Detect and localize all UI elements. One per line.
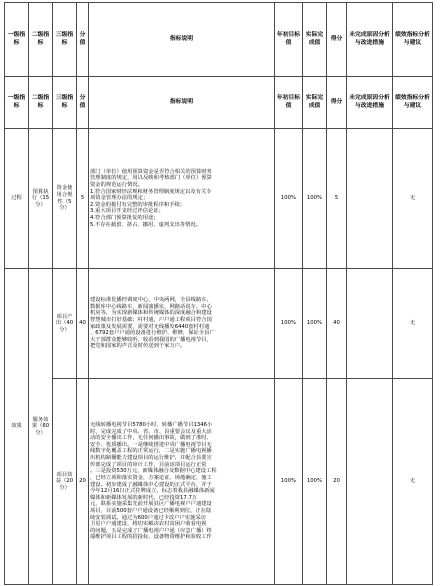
description-line: 续安装调试。通过为600户通过卡改户户实施采访 [90,514,207,521]
description-line: 时，完成完成了中央、省、市、县重要会议及重大活 [90,428,212,435]
header-score: 得分 [327,3,347,77]
description-line: 项资金管理办法的规定； [90,195,149,202]
header-row [5,3,433,77]
description-cell [89,379,275,585]
level2-cell: 服务效果（60分） [29,269,53,585]
performance-evaluation-table [4,2,433,585]
level3-cell: 资金使用合规性（5分） [53,129,77,269]
header-desc: 指标说明 [89,3,275,77]
header-suggest: 绩效指标分析与建议 [393,77,433,129]
description-line: 管理制度的规定，用以反映和考核部门（单位）预算 [90,175,212,182]
header-target: 年初目标值 [275,77,303,129]
description-line: 、6792套户户通的设备进行维护、维修，保证全县广 [90,330,215,337]
description-line: 智慧城市打好基础；村村通，户户通工程项目符合国 [90,316,212,323]
description-line: 传部完成了项目的审计工作，目前该项目运行正常 [90,461,207,468]
description-line: 动的安全播出工作，无任何播出事故，做到了准时、 [90,435,212,442]
description-line: 媒体和新媒体发展的新时代，已经投资17.7万 [90,494,198,501]
header-row-repeat [5,77,433,129]
description-line: 线数字化覆盖工程的正常运行，二是实施广播电视播 [90,448,212,455]
description-line: 资金的规范运行情况。 [90,181,143,188]
header-reason: 未完成原因分析与改进措施 [347,3,393,77]
suggestion-cell: 无 [393,129,433,269]
weight-cell: 40 [77,269,89,379]
description-line: 今年12月16日正式挂牌成立，标志着我县融媒体新闻 [90,488,215,495]
header-level2: 二级指标 [29,77,53,129]
header-desc: 指标说明 [89,77,275,129]
description-line: 4.符合部门预算批复的用途； [90,215,159,222]
description-line: 2.资金的拨付有完整的审批程序和手续； [90,201,186,208]
description-line: 5.不存在截留、挤占、挪用、虚列支出等情况。 [90,221,201,228]
header-actual: 实际完成值 [303,77,327,129]
description-line: 大干部群众能够收听、收看到我国的广播电视节目， [90,336,212,343]
header-level3: 三级指标 [53,3,77,77]
description-line: 。三是投资530万元，新媒体融合及数据中心建设工程 [90,468,217,475]
header-level1: 一级指标 [5,3,29,77]
table-row [5,269,433,379]
header-actual: 实际完成值 [303,3,327,77]
description-line: 1.符合国家财经法规和财务管理制度规定以及有关专 [90,188,212,195]
description-line: 家政策及发展需要，需要对无线播发6440套村村通 [90,323,210,330]
description-line: 把党和国家的声音及时传送到千家万户。 [90,343,186,350]
reason-cell [347,379,393,585]
description-line: 无线转播电视节目5780小时，转播广播节目1346小 [90,422,213,429]
description-line: ，已经立项和落实资金，方案论证、场地确定、施工 [90,474,212,481]
description-line: 机房等，为实现新媒体和传统媒体的深度融合和建设 [90,310,212,317]
score-cell: 5 [327,129,347,269]
description-line: 安全、优质播出。一是继续推进中央广播电视节目无 [90,441,212,448]
description-line: 建设标准化播控调度中心，中央两网，全县线路车， [90,297,212,304]
description-line: 项目，目前500套户户通设备已经顺利到位，正在陆 [90,507,212,514]
level3-cell: 项目产出（40分） [53,269,77,379]
description-cell [89,269,275,379]
table-row [5,379,433,585]
score-cell: 20 [327,379,347,585]
level2-cell: 预算执行（15分） [29,129,53,269]
suggestion-cell: 无 [393,269,433,379]
actual-value-cell: 100% [303,129,327,269]
description-line: 元，联系实施采集先前开展县区广播电视户户通建设 [90,501,212,508]
header-level3: 三级指标 [53,77,77,129]
target-value-cell: 100% [275,129,303,269]
suggestion-cell: 无 [393,379,433,585]
header-target: 年初目标值 [275,3,303,77]
actual-value-cell: 100% [303,379,327,585]
reason-cell [347,129,393,269]
level1-cell: 效果 [5,269,29,585]
score-cell: 40 [327,269,347,379]
header-weight: 分值 [77,3,89,77]
level3-cell: 项目效益（20分） [53,379,77,585]
description-line: 3.重大项目开支经过评估论证； [90,208,164,215]
actual-value-cell: 100% [303,269,327,379]
description-line: 卫星户户通建设，将切实解决农村贫困户收看电视 [90,521,207,528]
header-level2: 二级指标 [29,3,53,77]
description-line: 的问题，五是完成了广播电视户户通（应急广播）终 [90,527,212,534]
target-value-cell: 100% [275,379,303,585]
description-line: 出机构制播能力建设项目的运行维护，并配合县委宣 [90,455,212,462]
description-line: 端维护项目工程的招投标，设备物资维护和验收工作 [90,534,212,541]
header-reason: 未完成原因分析与改进措施 [347,77,393,129]
description-line: 部门（单位）使用预算资金是否符合相关的预算财务 [90,168,212,175]
header-score: 得分 [327,77,347,129]
description-cell [89,129,275,269]
description-line: 建设。初步建成了融媒体中心建设的正式平台，并于 [90,481,212,488]
header-level1: 一级指标 [5,77,29,129]
reason-cell [347,269,393,379]
level1-cell: 过程 [5,129,29,269]
header-suggest: 绩效指标分析与建议 [393,3,433,77]
target-value-cell: 100% [275,269,303,379]
weight-cell: 20 [77,379,89,585]
header-weight: 分值 [77,77,89,129]
weight-cell: 5 [77,129,89,269]
description-line: 数据库中心线路车，新闻演播室，网路话说车，中心 [90,303,212,310]
table-row [5,129,433,269]
